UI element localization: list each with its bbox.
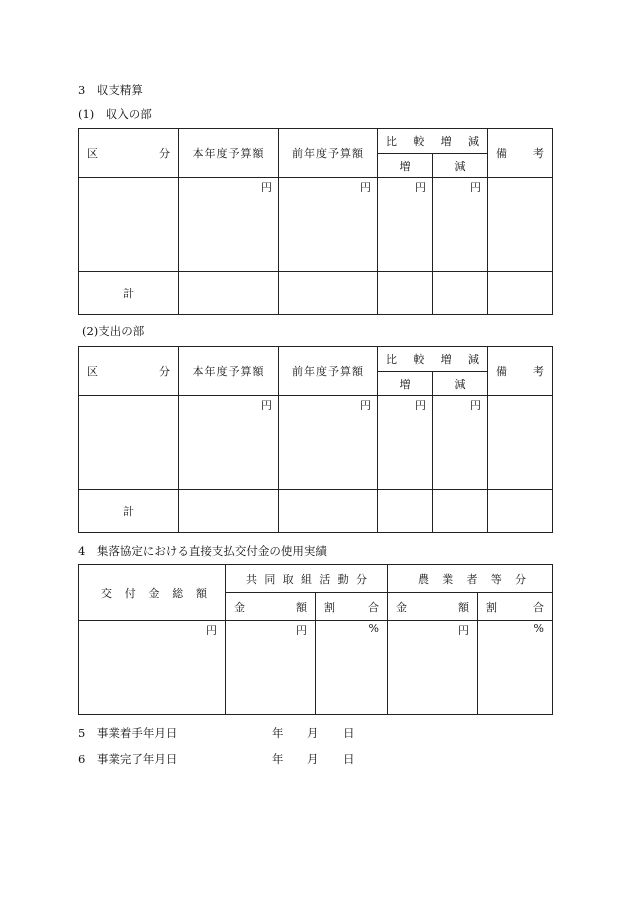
header-current-budget: 本年度予算額 — [179, 129, 279, 178]
cell-kubun[interactable] — [79, 396, 179, 490]
total-increase[interactable] — [378, 272, 433, 315]
header-current-budget: 本年度予算額 — [179, 347, 279, 396]
header-farmer-amount: 金 額 — [388, 593, 478, 621]
end-year[interactable]: 年 — [272, 752, 284, 766]
header-joint-activity: 共 同 取 組 活 動 分 — [226, 565, 388, 593]
end-day[interactable]: 日 — [343, 752, 355, 766]
cell-current[interactable]: 円 — [179, 178, 279, 272]
header-kubun: 区 分 — [79, 129, 179, 178]
income-heading: (1) 収入の部 — [78, 107, 152, 121]
section-6-label: 6 事業完了年月日 — [78, 752, 178, 766]
total-remarks[interactable] — [488, 490, 553, 533]
header-remarks: 備 考 — [488, 129, 553, 178]
section-3-title: 3 収支精算 — [78, 83, 143, 97]
cell-joint-ratio[interactable]: % — [316, 621, 388, 715]
header-total-amount: 交 付 金 総 額 — [79, 565, 226, 621]
cell-farmer-ratio[interactable]: % — [478, 621, 553, 715]
total-increase[interactable] — [378, 490, 433, 533]
cell-previous[interactable]: 円 — [279, 178, 378, 272]
cell-previous[interactable]: 円 — [279, 396, 378, 490]
header-previous-budget: 前年度予算額 — [279, 129, 378, 178]
cell-remarks[interactable] — [488, 178, 553, 272]
expense-table — [78, 346, 553, 533]
cell-increase[interactable]: 円 — [378, 178, 433, 272]
header-compare: 比 較 増 減 — [378, 129, 488, 154]
total-previous[interactable] — [279, 490, 378, 533]
section-5-label: 5 事業着手年月日 — [78, 726, 178, 740]
cell-current[interactable]: 円 — [179, 396, 279, 490]
total-remarks[interactable] — [488, 272, 553, 315]
start-day[interactable]: 日 — [343, 726, 355, 740]
total-decrease[interactable] — [433, 272, 488, 315]
header-previous-budget: 前年度予算額 — [279, 347, 378, 396]
header-joint-ratio: 割 合 — [316, 593, 388, 621]
total-previous[interactable] — [279, 272, 378, 315]
start-year[interactable]: 年 — [272, 726, 284, 740]
cell-increase[interactable]: 円 — [378, 396, 433, 490]
total-current[interactable] — [179, 490, 279, 533]
end-month[interactable]: 月 — [307, 752, 319, 766]
header-decrease: 減 — [433, 154, 488, 178]
cell-decrease[interactable]: 円 — [433, 396, 488, 490]
header-kubun: 区 分 — [79, 347, 179, 396]
header-decrease: 減 — [433, 372, 488, 396]
total-label: 計 — [79, 490, 179, 533]
header-increase: 増 — [378, 372, 433, 396]
total-current[interactable] — [179, 272, 279, 315]
total-label: 計 — [79, 272, 179, 315]
header-increase: 増 — [378, 154, 433, 178]
cell-total-amount[interactable]: 円 — [79, 621, 226, 715]
header-farmer: 農 業 者 等 分 — [388, 565, 553, 593]
section-4-title: 4 集落協定における直接支払交付金の使用実績 — [78, 544, 327, 558]
header-remarks: 備 考 — [488, 347, 553, 396]
header-compare: 比 較 増 減 — [378, 347, 488, 372]
income-table — [78, 128, 553, 315]
header-joint-amount: 金 額 — [226, 593, 316, 621]
cell-farmer-amount[interactable]: 円 — [388, 621, 478, 715]
usage-table — [78, 564, 553, 715]
header-farmer-ratio: 割 合 — [478, 593, 553, 621]
cell-remarks[interactable] — [488, 396, 553, 490]
cell-kubun[interactable] — [79, 178, 179, 272]
expense-heading: (2)支出の部 — [82, 324, 145, 338]
cell-joint-amount[interactable]: 円 — [226, 621, 316, 715]
cell-decrease[interactable]: 円 — [433, 178, 488, 272]
total-decrease[interactable] — [433, 490, 488, 533]
start-month[interactable]: 月 — [307, 726, 319, 740]
